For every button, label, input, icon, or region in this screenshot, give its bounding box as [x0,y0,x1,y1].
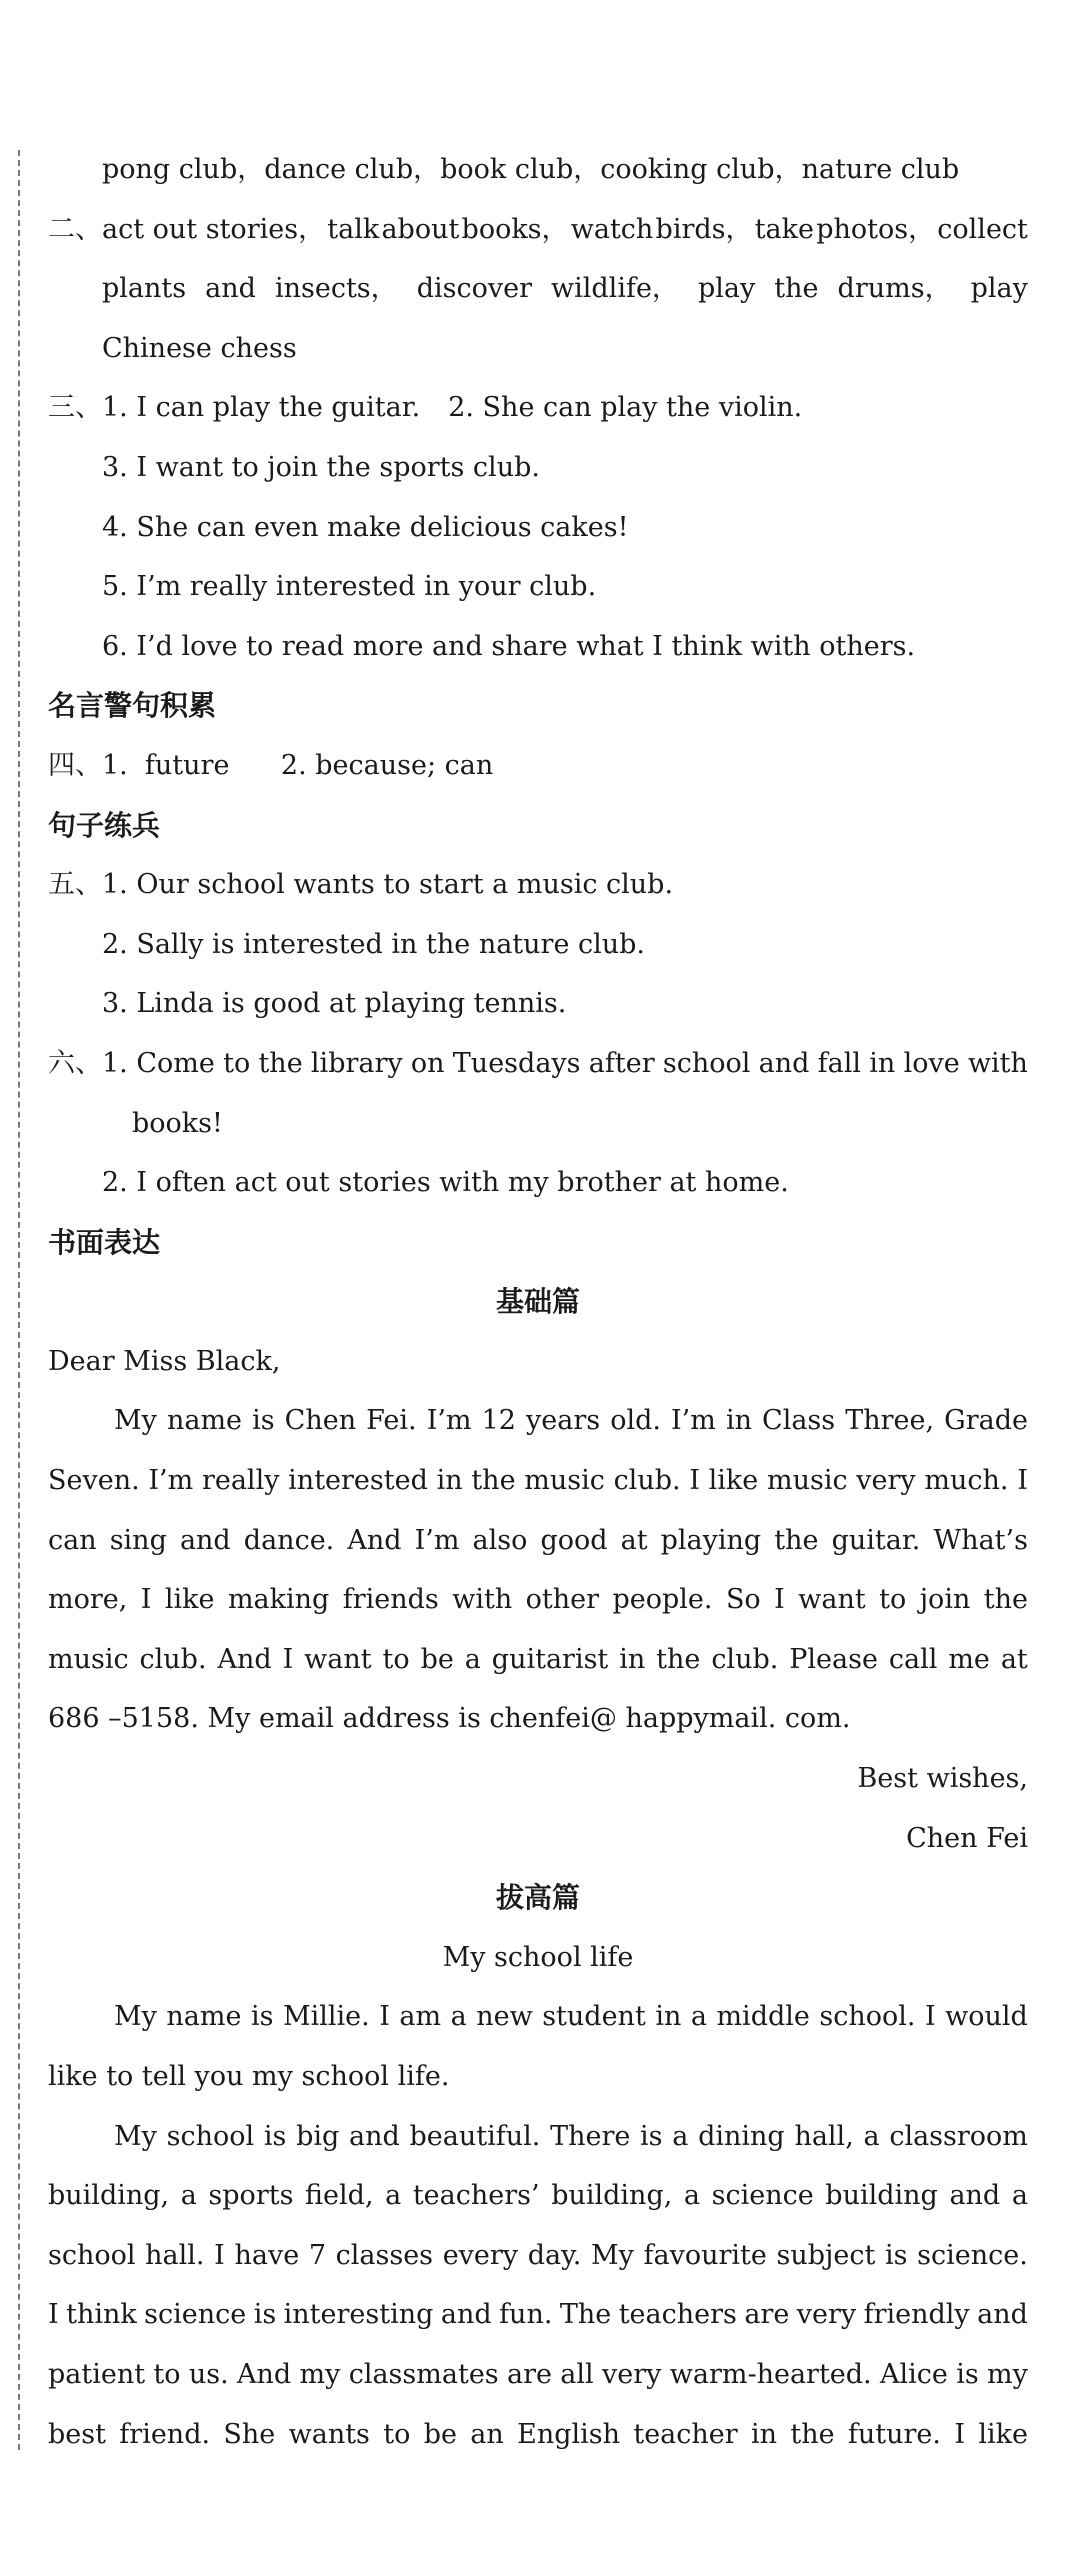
word: building [825,2180,938,2212]
word: is [640,2120,663,2152]
word: making [227,1584,330,1616]
word: science. [917,2239,1028,2271]
word: other [525,1584,600,1616]
word: after [588,1047,655,1079]
word: birds， [655,213,753,245]
word: about [381,213,460,245]
word: Chen [284,1405,357,1437]
word: to [382,1643,410,1675]
essay-title: My school life [442,1941,634,1973]
word: club. [711,1643,779,1675]
word: is [263,2120,287,2152]
word: name [166,2001,242,2033]
word: plants [102,273,187,305]
word: friend. [119,2418,211,2450]
word: music [524,1465,605,1497]
word: My [590,2239,634,2271]
word: to [153,2358,181,2390]
word: middle [716,2001,810,2033]
word: a [683,2180,701,2212]
word: a [385,2180,402,2212]
word: call [888,1643,938,1675]
word: school [662,1047,751,1079]
word: very [602,2358,662,2390]
word: is [253,2299,277,2331]
text-line: 3. Linda is good at playing tennis. [102,988,567,1020]
word: library [310,1047,403,1079]
letter-salutation: Dear Miss Black, [48,1345,281,1377]
word: much. [924,1465,1009,1497]
word: in [725,1405,752,1437]
word: talk [327,213,380,245]
word: a [690,2001,707,2033]
word: new [476,2001,533,2033]
word: more, [48,1584,128,1616]
word: Seven. [48,1465,140,1497]
word: want [304,1643,372,1675]
word: a [1011,2180,1028,2212]
word: play [697,273,756,305]
subsection-title: 拔高篇 [495,1881,580,1915]
word: in [751,2418,778,2450]
word: are [506,2358,552,2390]
text-line: pong club，dance club，book club，cooking club，nature club [102,154,960,185]
word: and [179,1524,231,1556]
word: love [903,1047,960,1079]
word: science [144,2299,247,2331]
text-line [48,2285,1028,2345]
word: future. [847,2418,941,2450]
word: fun. [499,2299,553,2331]
word: insects， [274,273,398,305]
text-line [48,2345,1028,2405]
word: can [48,1524,97,1556]
word: favourite [643,2239,767,2271]
word: us. [188,2358,229,2390]
text-line [48,378,1028,438]
word: people. [612,1584,713,1616]
word: big [296,2120,340,2152]
word: building, [551,2180,673,2212]
word: She [223,2418,276,2450]
word: My [114,1405,157,1437]
word: think [66,2299,137,2331]
word: interested [288,1465,428,1497]
word: English [517,2418,621,2450]
word: playing [660,1524,762,1556]
letter-signature: Chen Fei [906,1822,1028,1854]
word: science [711,2180,814,2212]
word: a [464,1643,481,1675]
word: I [282,1643,294,1675]
word: and [977,2299,1028,2331]
word: beautiful. [409,2120,541,2152]
word: be [423,2418,457,2450]
word: have [234,2239,300,2271]
word: all [560,2358,594,2390]
word: join [919,1584,971,1616]
word: at [620,1524,648,1556]
word: Please [789,1643,878,1675]
word: I [1017,1465,1028,1497]
text-line: 五、1. Our school wants to start a music club. [48,869,674,901]
word: the [790,2418,835,2450]
word: be [420,1643,454,1675]
word: very [856,1465,916,1497]
word: Tuesdays [452,1047,581,1079]
word: to [223,1047,251,1079]
word: watch [570,213,654,245]
word: books， [461,213,569,245]
word: guitar. [831,1524,921,1556]
word: at [1000,1643,1028,1675]
text-line: 4. She can even make delicious cakes! [102,511,629,543]
word: very [796,2299,857,2331]
word: club. [613,1465,681,1497]
word: is [252,1405,275,1437]
word: drums， [837,273,952,305]
text-line: 四、1. future 2. because; can [48,749,494,781]
word: my [299,2358,341,2390]
text-line: 2. Sally is interested in the nature club. [102,928,646,960]
word: And [347,1524,402,1556]
word: school [48,2239,136,2271]
word: hall, [794,2120,854,2152]
text-line [48,1391,1028,1451]
text-line: 5. I’m really interested in your club. [102,571,597,603]
word: I’m [671,1405,716,1437]
answer-content [48,140,1028,2464]
word: best [48,2418,106,2450]
text-line [48,1630,1028,1690]
binding-dashed-line [18,150,20,2450]
word: and [949,2180,1001,2212]
word: student [542,2001,646,2033]
answer-item: 2. She can play the violin. [448,392,803,424]
word: friends [342,1584,439,1616]
word: the [774,273,819,305]
word: like [164,1584,215,1616]
word: I [48,2299,59,2331]
word: guitarist [491,1643,609,1675]
word: the [774,1524,819,1556]
word: classmates [348,2358,499,2390]
word: teachers [618,2299,737,2331]
word: a [450,2001,467,2033]
text-line [48,259,1028,319]
word: take [754,213,814,245]
word: I [954,2418,965,2450]
word: a [180,2180,197,2212]
word: So [725,1584,761,1616]
word: I [214,2239,225,2271]
word: dance. [243,1524,335,1556]
text-line: Chinese chess [102,332,297,364]
text-line [48,2107,1028,2167]
word: every [442,2239,519,2271]
word: in [869,1047,896,1079]
word: to [879,1584,907,1616]
word: the [656,1643,701,1675]
word: interesting [283,2299,434,2331]
word: school. [819,2001,916,2033]
word: There [550,2120,631,2152]
word: I’m [148,1465,194,1497]
word: patient [48,2358,146,2390]
section-heading: 书面表达 [48,1225,161,1259]
word: The [559,2299,612,2331]
word: My [114,2120,157,2152]
word: club. [139,1643,207,1675]
word: I [379,2001,390,2033]
word: sing [109,1524,167,1556]
word: Fei. [366,1405,417,1437]
word: in [436,1465,463,1497]
word: is [885,2239,908,2271]
answer-item: 三、1. I can play the guitar. [48,392,421,424]
text-line [48,1451,1028,1511]
word: years [526,1405,601,1437]
word: music [48,1643,129,1675]
word: name [166,1405,243,1437]
word: my [987,2358,1028,2390]
word: I’m [414,1524,460,1556]
word: is [956,2358,979,2390]
word: Millie. [282,2001,370,2033]
word: collect [937,213,1028,245]
word: day. [527,2239,582,2271]
text-line: 686 –5158. My email address is chenfei@ happymail. com. [48,1703,851,1735]
word: is [250,2001,274,2033]
text-line: 6. I’d love to read more and share what I think with others. [102,630,916,662]
text-line [48,1570,1028,1630]
word: good [540,1524,608,1556]
word: and [440,2299,492,2331]
word: an [470,2418,504,2450]
word: classes [335,2239,434,2271]
word: My [114,2001,157,2033]
word: in [655,2001,682,2033]
word: really [201,1465,280,1497]
word: am [399,2001,442,2033]
word: discover [416,273,532,305]
word: 六、1. Come [48,1047,215,1079]
word: a [863,2120,880,2152]
word: also [472,1524,528,1556]
letter-closing: Best wishes, [857,1763,1028,1795]
text-line [48,1987,1028,2047]
word: Grade [944,1405,1028,1437]
word: And [217,1643,272,1675]
text-line [48,1034,1028,1094]
word: wildlife， [551,273,679,305]
text-line: 3. I want to join the sports club. [102,451,540,483]
text-line: 2. I often act out stories with my brother at home. [102,1167,789,1199]
text-line [48,1511,1028,1571]
word: photos， [816,213,936,245]
word: 二、act out stories， [48,213,326,245]
word: want [798,1584,866,1616]
word: a [672,2120,689,2152]
word: field, [305,2180,374,2212]
word: the [471,1465,516,1497]
text-line: books! [132,1107,223,1139]
word: dining [698,2120,785,2152]
word: I’m [426,1405,472,1437]
word: play [970,273,1028,305]
word: with [967,1047,1028,1079]
word: teachers’ [412,2180,540,2212]
word: school [166,2120,255,2152]
word: subject [776,2239,876,2271]
word: me [948,1643,990,1675]
word: the [258,1047,303,1079]
word: on [410,1047,445,1079]
word: I [774,1584,785,1616]
word: like [708,1465,759,1497]
word: building, [48,2180,170,2212]
word: in [619,1643,646,1675]
word: sports [208,2180,294,2212]
section-heading: 名言警句积累 [48,689,217,723]
text-line [48,200,1028,260]
word: music [766,1465,848,1497]
word: fall [817,1047,862,1079]
word: hall. [145,2239,205,2271]
word: like [978,2418,1028,2450]
word: old. [610,1405,661,1437]
word: with [452,1584,513,1616]
word: 12 [481,1405,516,1437]
word: would [945,2001,1028,2033]
word: And [237,2358,292,2390]
word: 7 [308,2239,326,2271]
text-line: like to tell you my school life. [48,2061,450,2092]
word: What’s [933,1524,1028,1556]
word: classroom [889,2120,1028,2152]
word: I [924,2001,936,2033]
word: Class [762,1405,836,1437]
word: the [983,1584,1028,1616]
text-line [48,2405,1028,2465]
text-line [48,2166,1028,2226]
word: and [758,1047,810,1079]
word: friendly [863,2299,970,2331]
word: are [744,2299,790,2331]
text-line [48,2226,1028,2286]
word: teacher [633,2418,738,2450]
word: to [383,2418,411,2450]
word: Three, [845,1405,935,1437]
word: wants [288,2418,370,2450]
section-heading: 句子练兵 [48,808,161,842]
subsection-title: 基础篇 [495,1285,580,1319]
word: Alice [879,2358,948,2390]
word: warm-hearted. [669,2358,872,2390]
word: and [205,273,256,305]
word: I [689,1465,700,1497]
word: and [349,2120,400,2152]
word: I [140,1584,152,1616]
